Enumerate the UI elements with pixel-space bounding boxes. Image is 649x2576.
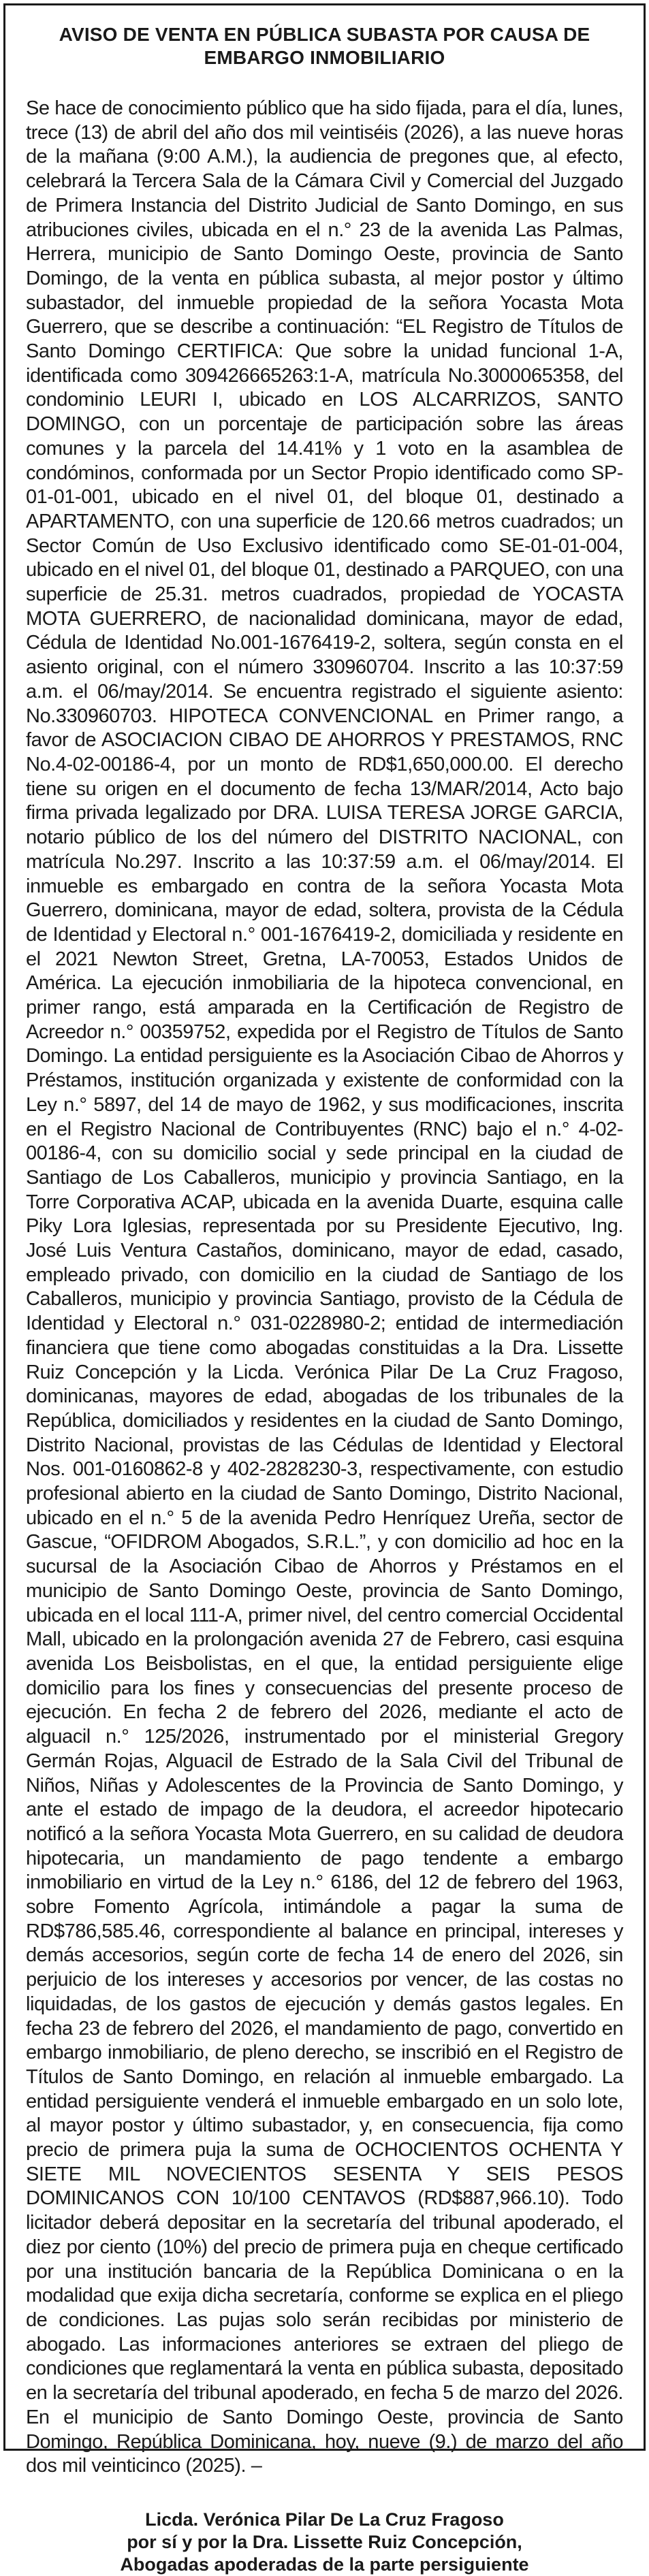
notice-title-line-2: EMBARGO INMOBILIARIO xyxy=(204,47,445,68)
notice-border-frame xyxy=(3,3,646,2575)
notice-body: Se hace de conocimiento público que ha sido fijada, para el día, lunes, trece (13) de abril del año dos mil veintiséis (2026), a las nueve horas de la mañana (9:00 A.M.), la audiencia de pregones que, al efecto, celebrará la Tercera Sala de la Cámara Civil y Comercial del Juzgado de Primera Instancia del Distrito Judicial de Santo Domingo, en sus atribuciones civiles, ubicada en el n.° 23 de la avenida Las Palmas, Herrera, municipio de Santo Domingo Oeste, provincia de Santo Domingo, de la venta en pública subasta, al mejor postor y último subastador, del inmueble propiedad de la señora Yocasta Mota Guerrero, que se describe a continuación: “EL Registro de Títulos de Santo Domingo CERTIFICA: Que sobre la unidad funcional 1-A, identificada como 309426665263:1-A, matrícula No.3000065358, del condominio LEURI I, ubicado en LOS ALCARRIZOS, SANTO DOMINGO, con un porcentaje de participación sobre las áreas comunes y la parcela del 14.41% y 1 voto en la asamblea de condóminos, conformada por un Sector Propio identificado como SP-01-01-001, ubicado en el nivel 01, del bloque 01, destinado a APARTAMENTO, con una superficie de 120.66 metros cuadrados; un Sector Común de Uso Exclusivo identificado como SE-01-01-004, ubicado en el nivel 01, del bloque 01, destinado a PARQUEO, con una superficie de 25.31. metros cuadrados, propiedad de YOCASTA MOTA GUERRERO, de nacionalidad dominicana, mayor de edad, Cédula de Identidad No.001-1676419-2, soltera, según consta en el asiento original, con el número 330960704. Inscrito a las 10:37:59 a.m. el 06/may/2014. Se encuentra registrado el siguiente asiento: No.330960703. HIPOTECA CONVENCIONAL en Primer rango, a favor de ASOCIACION CIBAO DE AHORROS Y PRESTAMOS, RNC No.4-02-00186-4, por un monto de RD$1,650,000.00. El derecho tiene su origen en el documento de fecha 13/MAR/2014, Acto bajo firma privada legalizado por DRA. LUISA TERESA JORGE GARCIA, notario público de los del número del DISTRITO NACIONAL, con matrícula No.297. Inscrito a las 10:37:59 a.m. el 06/may/2014. El inmueble es embargado en contra de la señora Yocasta Mota Guerrero, dominicana, mayor de edad, soltera, provista de la Cédula de Identidad y Electoral n.° 001-1676419-2, domiciliada y residente en el 2021 Newton Street, Gretna, LA-70053, Estados Unidos de América. La ejecución inmobiliaria de la hipoteca convencional, en primer rango, está amparada en la Certificación de Registro de Acreedor n.° 00359752, expedida por el Registro de Títulos de Santo Domingo. La entidad persiguiente es la Asociación Cibao de Ahorros y Préstamos, institución organizada y existente de conformidad con la Ley n.° 5897, del 14 de mayo de 1962, y sus modificaciones, inscrita en el Registro Nacional de Contribuyentes (RNC) bajo el n.° 4-02-00186-4, con su domicilio social y sede principal en la ciudad de Santiago de Los Caballeros, municipio y provincia Santiago, en la Torre Corporativa ACAP, ubicada en la avenida Duarte, esquina calle Piky Lora Iglesias, representada por su Presidente Ejecutivo, Ing. José Luis Ventura Castaños, dominicano, mayor de edad, casado, empleado privado, con domicilio en la ciudad de Santiago de los Caballeros, municipio y provincia Santiago, provisto de la Cédula de Identidad y Electoral n.° 031-0228980-2; entidad de intermediación financiera que tiene como abogadas constituidas a la Dra. Lissette Ruiz Concepción y la Licda. Verónica Pilar De La Cruz Fragoso, dominicanas, mayores de edad, abogadas de los tribunales de la República, domiciliados y residentes en la ciudad de Santo Domingo, Distrito Nacional, provistas de las Cédulas de Identidad y Electoral Nos. 001-0160862-8 y 402-2828230-3, respectivamente, con estudio profesional abierto en la ciudad de Santo Domingo, Distrito Nacional, ubicado en el n.° 5 de la avenida Pedro Henríquez Ureña, sector de Gascue, “OFIDROM Abogados, S.R.L.”, y con domicilio ad hoc en la sucursal de la Asociación Cibao de Ahorros y Préstamos en el municipio de Santo Domingo Oeste, provincia de Santo Domingo, ubicada en el local 111-A, primer nivel, del centro comercial Occidental Mall, ubicado en la prolongación avenida 27 de Febrero, casi esquina avenida Los Beisbolistas, en el que, la entidad persiguiente elige domicilio para los fines y consecuencias del presente proceso de ejecución. En fecha 2 de febrero del 2026, mediante el acto de alguacil n.° 125/2026, instrumentado por el ministerial Gregory Germán Rojas, Alguacil de Estrado de la Sala Civil del Tribunal de Niños, Niñas y Adolescentes de la Provincia de Santo Domingo, y ante el estado de impago de la deudora, el acreedor hipotecario notificó a la señora Yocasta Mota Guerrero, en su calidad de deudora hipotecaria, un mandamiento de pago tendente a embargo inmobiliario en virtud de la Ley n.° 6186, del 12 de febrero del 1963, sobre Fomento Agrícola, intimándole a pagar la suma de RD$786,585.46, correspondiente al balance en principal, intereses y demás accesorios, según corte de fecha 14 de enero del 2026, sin perjuicio de los intereses y accesorios por vencer, de las costas no liquidadas, de los gastos de ejecución y demás gastos legales. En fecha 23 de febrero del 2026, el mandamiento de pago, convertido en embargo inmobiliario, de pleno derecho, se inscribió en el Registro de Títulos de Santo Domingo, en relación al inmueble embargado. La entidad persiguiente venderá el inmueble embargado en un solo lote, al mayor postor y último subastador, y, en consecuencia, fija como precio de primera puja la suma de OCHOCIENTOS OCHENTA Y SIETE MIL NOVECIENTOS SESENTA Y SEIS PESOS DOMINICANOS CON 10/100 CENTAVOS (RD$887,966.10). Todo licitador deberá depositar en la secretaría del tribunal apoderado, el diez por ciento (10%) del precio de primera puja en cheque certificado por una institución bancaria de la República Dominicana o en la modalidad que exija dicha secretaría, conforme se explica en el pliego de condiciones. Las pujas solo serán recibidas por ministerio de abogado. Las informaciones anteriores se extraen del pliego de condiciones que reglamentará la venta en pública subasta, depositado en la secretaría del tribunal apoderado, en fecha 5 de marzo del 2026. En el municipio de Santo Domingo Oeste, provincia de Santo Domingo, República Dominicana, hoy, nueve (9.) de marzo del año dos mil veinticinco (2025). – xyxy=(26,97,623,2477)
notice-content xyxy=(26,23,623,2575)
signature-line-3: Abogadas apoderadas de la parte persiguiente xyxy=(120,2554,529,2575)
notice-title xyxy=(26,23,623,69)
signature-block xyxy=(26,2509,623,2576)
signature-line-1: Licda. Verónica Pilar De La Cruz Fragoso xyxy=(145,2509,504,2530)
signature-line-2: por sí y por la Dra. Lissette Ruiz Concepción, xyxy=(127,2531,522,2552)
notice-title-line-1: AVISO DE VENTA EN PÚBLICA SUBASTA POR CAUSA DE xyxy=(59,24,590,45)
